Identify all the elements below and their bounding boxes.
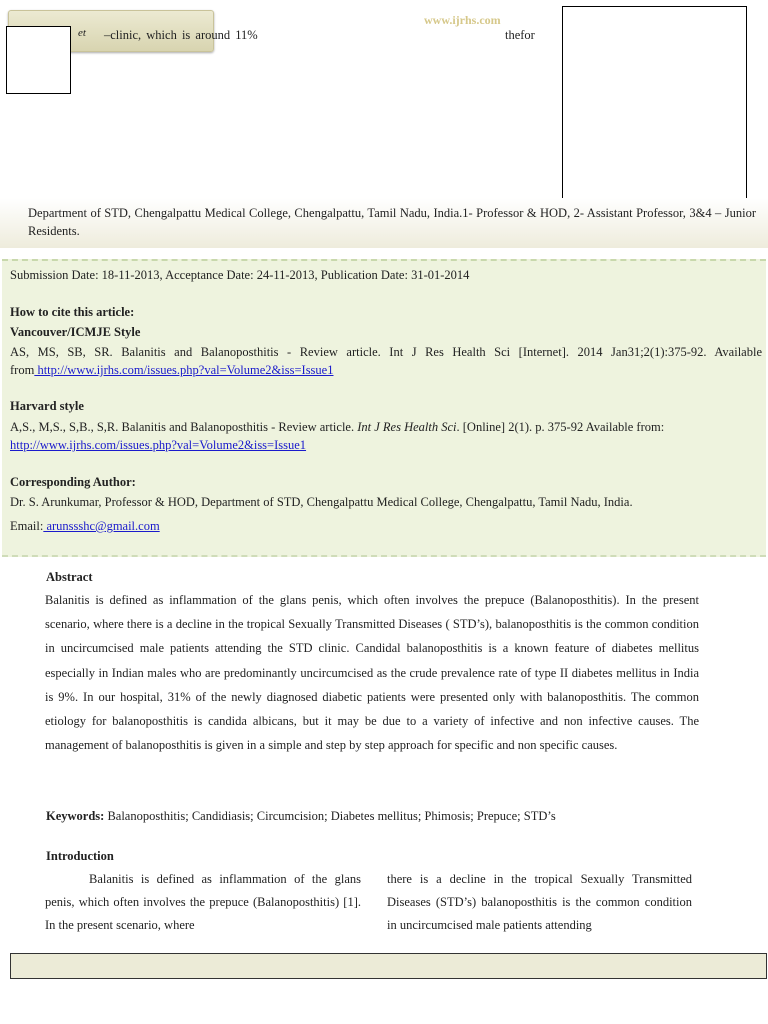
image-placeholder-left [6,26,71,94]
corresponding-author: Dr. S. Arunkumar, Professor & HOD, Department of STD, Chengalpattu Medical College, Chengalpattu, Tamil Nadu, India. [10,495,633,509]
header-fragment-et: et [78,27,86,39]
keywords-line [46,809,556,824]
abstract-heading: Abstract [46,570,93,584]
vancouver-link[interactable]: http://www.ijrhs.com/issues.php?val=Volume2&iss=Issue1 [34,363,334,377]
publication-dates: Submission Date: 18-11-2013, Acceptance Date: 24-11-2013, Publication Date: 31-01-2014 [10,268,470,282]
email-label: Email: [10,519,44,533]
journal-url[interactable]: www.ijrhs.com [424,13,501,27]
introduction-heading: Introduction [46,849,114,863]
footer-bar [10,953,767,979]
harvard-heading: Harvard style [10,399,84,413]
vancouver-heading: Vancouver/ICMJE Style [10,325,141,339]
vancouver-from: from [10,363,35,377]
harvard-text-b: . [Online] 2(1). p. 375-92 Available from: [456,420,665,434]
email-line [10,519,160,534]
corresponding-heading: Corresponding Author: [10,475,136,489]
affiliation-text: Department of STD, Chengalpattu Medical College, Chengalpattu, Tamil Nadu, India.1- Professor & HOD, 2- Assistant Professor, 3&4 – Junior Residents. [28,206,756,238]
article-info-panel [2,259,766,557]
harvard-citation [10,420,664,435]
harvard-link[interactable]: http://www.ijrhs.com/issues.php?val=Volume2&iss=Issue1 [10,438,307,452]
cite-heading: How to cite this article: [10,305,135,319]
harvard-link-line [10,438,306,453]
introduction-column-right: there is a decline in the tropical Sexually Transmitted Diseases (STD’s) balanoposthitis is the common condition in uncircumcised male patients attending [387,872,692,932]
abstract-text: Balanitis is defined as inflammation of the glans penis, which often involves the prepuce (Balanoposthitis). In the present scenario, where there is a decline in the tropical Sexually Transmitted Diseases ( STD’s), balanoposthitis is the common condition in uncircumcised male patients attending the STD clinic. Candidal balanoposthitis is a known feature of diabetes mellitus especially in Indian males who are predominantly uncircumcised as the crude prevalence rate of type II diabetes mellitus in India is 9%. In our hospital, 31% of the newly diagnosed diabetic patients were presented only with balanoposthitis. The common etiology for balanoposthitis is candida albicans, but it may be due to a variety of infective and non infective causes. The management of balanoposthitis is given in a simple and step by step approach for specific and non specific causes. [45,593,699,753]
vancouver-from-line [10,363,333,378]
email-link[interactable]: arunssshc@gmail.com [43,519,160,533]
header-fragment-clinic: –clinic, which is around 11% [104,28,258,42]
introduction-column-left: Balanitis is defined as inflammation of the glans penis, which often involves the prepuce (Balanoposthitis) [1]. In the present scenario, where [45,872,361,932]
keywords-label: Keywords: [46,809,105,823]
harvard-journal: Int J Res Health Sci [357,420,457,434]
vancouver-citation: AS, MS, SB, SR. Balanitis and Balanoposthitis - Review article. Int J Res Health Sci [Internet]. 2014 Jan31;2(1):375-92. Available [10,345,762,359]
keywords-text: Balanoposthitis; Candidiasis; Circumcision; Diabetes mellitus; Phimosis; Prepuce; STD’s [104,809,556,823]
image-placeholder-right [562,6,747,201]
header-fragment-thefor: thefor [505,28,535,42]
harvard-text-a: A,S., M,S., S,B., S,R. Balanitis and Balanoposthitis - Review article. [10,420,358,434]
